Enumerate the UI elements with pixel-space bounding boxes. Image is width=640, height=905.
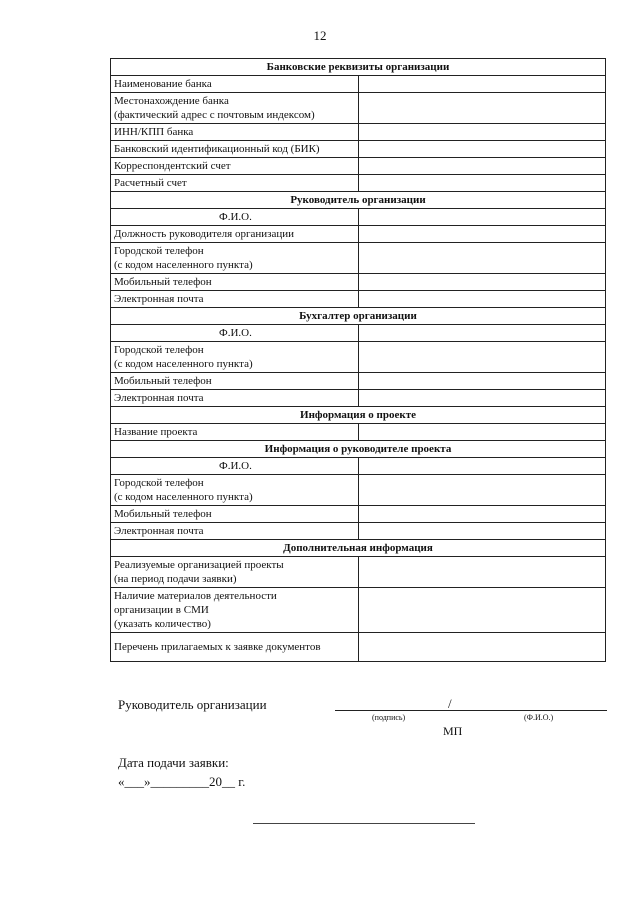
field-label-line: (фактический адрес с почтовым индексом) (114, 109, 315, 121)
field-label (111, 557, 359, 588)
field-row (111, 291, 606, 308)
field-label-line: (с кодом населенного пункта) (114, 358, 253, 370)
field-label-line: Перечень прилагаемых к заявке документов (114, 641, 321, 653)
field-row (111, 390, 606, 407)
field-label-line: (указать количество) (114, 618, 211, 630)
field-label (111, 226, 359, 243)
field-label (111, 325, 359, 342)
field-label-line: Мобильный телефон (114, 508, 212, 520)
field-value-cell[interactable] (358, 506, 606, 523)
fio-caption: (Ф.И.О.) (524, 713, 554, 722)
section-header-row (111, 59, 606, 76)
field-label (111, 506, 359, 523)
field-value-cell[interactable] (358, 291, 606, 308)
date-label: Дата подачи заявки: (118, 755, 229, 770)
section-header-row (111, 407, 606, 424)
section-header: Информация о руководителе проекта (111, 441, 606, 458)
field-value-cell[interactable] (358, 209, 606, 226)
field-row (111, 523, 606, 540)
date-fill-line: «___»_________20__ г. (118, 774, 246, 789)
field-label-line: Наименование банка (114, 78, 212, 90)
field-value-cell[interactable] (358, 175, 606, 192)
field-value-cell[interactable] (358, 633, 606, 662)
section-header-row (111, 540, 606, 557)
field-label (111, 458, 359, 475)
field-row (111, 475, 606, 506)
field-label (111, 291, 359, 308)
field-row (111, 243, 606, 274)
field-label-line: Корреспондентский счет (114, 160, 231, 172)
section-header-row (111, 192, 606, 209)
field-row (111, 458, 606, 475)
field-row (111, 274, 606, 291)
stamp-place: МП (443, 724, 463, 738)
field-value-cell[interactable] (358, 325, 606, 342)
field-label-line: (с кодом населенного пункта) (114, 491, 253, 503)
signature-line (335, 710, 607, 711)
field-label-line: Городской телефон (114, 344, 204, 356)
field-row (111, 76, 606, 93)
field-value-cell[interactable] (358, 76, 606, 93)
section-header: Руководитель организации (111, 192, 606, 209)
field-label (111, 523, 359, 540)
field-row (111, 124, 606, 141)
field-label-line: Ф.И.О. (219, 327, 252, 339)
field-row (111, 158, 606, 175)
field-value-cell[interactable] (358, 373, 606, 390)
field-value-cell[interactable] (358, 342, 606, 373)
field-row (111, 209, 606, 226)
field-label-line: Наличие материалов деятельности (114, 590, 277, 602)
section-header: Банковские реквизиты организации (111, 59, 606, 76)
field-row (111, 424, 606, 441)
field-label (111, 158, 359, 175)
field-label (111, 633, 359, 662)
field-label-line: организации в СМИ (114, 604, 209, 616)
field-label-line: (на период подачи заявки) (114, 573, 237, 585)
field-label (111, 209, 359, 226)
field-label (111, 124, 359, 141)
field-value-cell[interactable] (358, 458, 606, 475)
field-label-line: Мобильный телефон (114, 375, 212, 387)
field-row (111, 175, 606, 192)
requisites-table (110, 58, 606, 662)
section-header-row (111, 441, 606, 458)
section-header: Информация о проекте (111, 407, 606, 424)
field-label-line: Ф.И.О. (219, 211, 252, 223)
field-label-line: Электронная почта (114, 525, 204, 537)
field-label-line: Электронная почта (114, 392, 204, 404)
field-label-line: Должность руководителя организации (114, 228, 295, 240)
section-header-row (111, 308, 606, 325)
field-label-line: Банковский идентификационный код (БИК) (114, 143, 320, 155)
field-label (111, 243, 359, 274)
field-row (111, 506, 606, 523)
field-label (111, 424, 359, 441)
field-label-line: ИНН/КПП банка (114, 126, 194, 138)
field-row (111, 141, 606, 158)
field-label (111, 588, 359, 633)
field-label (111, 475, 359, 506)
section-header: Дополнительная информация (111, 540, 606, 557)
field-label-line: Ф.И.О. (219, 460, 252, 472)
field-value-cell[interactable] (358, 274, 606, 291)
field-row (111, 342, 606, 373)
signature-slash: / (448, 696, 452, 711)
field-value-cell[interactable] (358, 475, 606, 506)
field-label-line: Мобильный телефон (114, 276, 212, 288)
field-row (111, 588, 606, 633)
field-label-line: Городской телефон (114, 477, 204, 489)
field-label-line: Местонахождение банка (114, 95, 229, 107)
field-label (111, 274, 359, 291)
field-row (111, 373, 606, 390)
field-row (111, 325, 606, 342)
field-value-cell[interactable] (358, 158, 606, 175)
field-value-cell[interactable] (358, 390, 606, 407)
field-row (111, 557, 606, 588)
field-label-line: Название проекта (114, 426, 198, 438)
field-label (111, 93, 359, 124)
field-label (111, 175, 359, 192)
field-value-cell[interactable] (358, 588, 606, 633)
field-value-cell[interactable] (358, 424, 606, 441)
field-label (111, 342, 359, 373)
field-label-line: (с кодом населенного пункта) (114, 259, 253, 271)
field-value-cell[interactable] (358, 124, 606, 141)
section-header: Бухгалтер организации (111, 308, 606, 325)
field-row (111, 226, 606, 243)
field-row (111, 93, 606, 124)
field-label (111, 76, 359, 93)
field-label-line: Электронная почта (114, 293, 204, 305)
field-label (111, 373, 359, 390)
field-value-cell[interactable] (358, 523, 606, 540)
field-label-line: Городской телефон (114, 245, 204, 257)
field-value-cell[interactable] (358, 141, 606, 158)
bottom-rule (253, 823, 475, 824)
field-value-cell[interactable] (358, 226, 606, 243)
signature-label: Руководитель организации (118, 697, 267, 712)
field-value-cell[interactable] (358, 93, 606, 124)
field-label-line: Реализуемые организацией проекты (114, 559, 284, 571)
page-number: 12 (313, 28, 327, 43)
signature-caption: (подпись) (372, 713, 406, 722)
field-value-cell[interactable] (358, 243, 606, 274)
field-label-line: Расчетный счет (114, 177, 187, 189)
field-row (111, 633, 606, 662)
field-label (111, 390, 359, 407)
field-value-cell[interactable] (358, 557, 606, 588)
field-label (111, 141, 359, 158)
